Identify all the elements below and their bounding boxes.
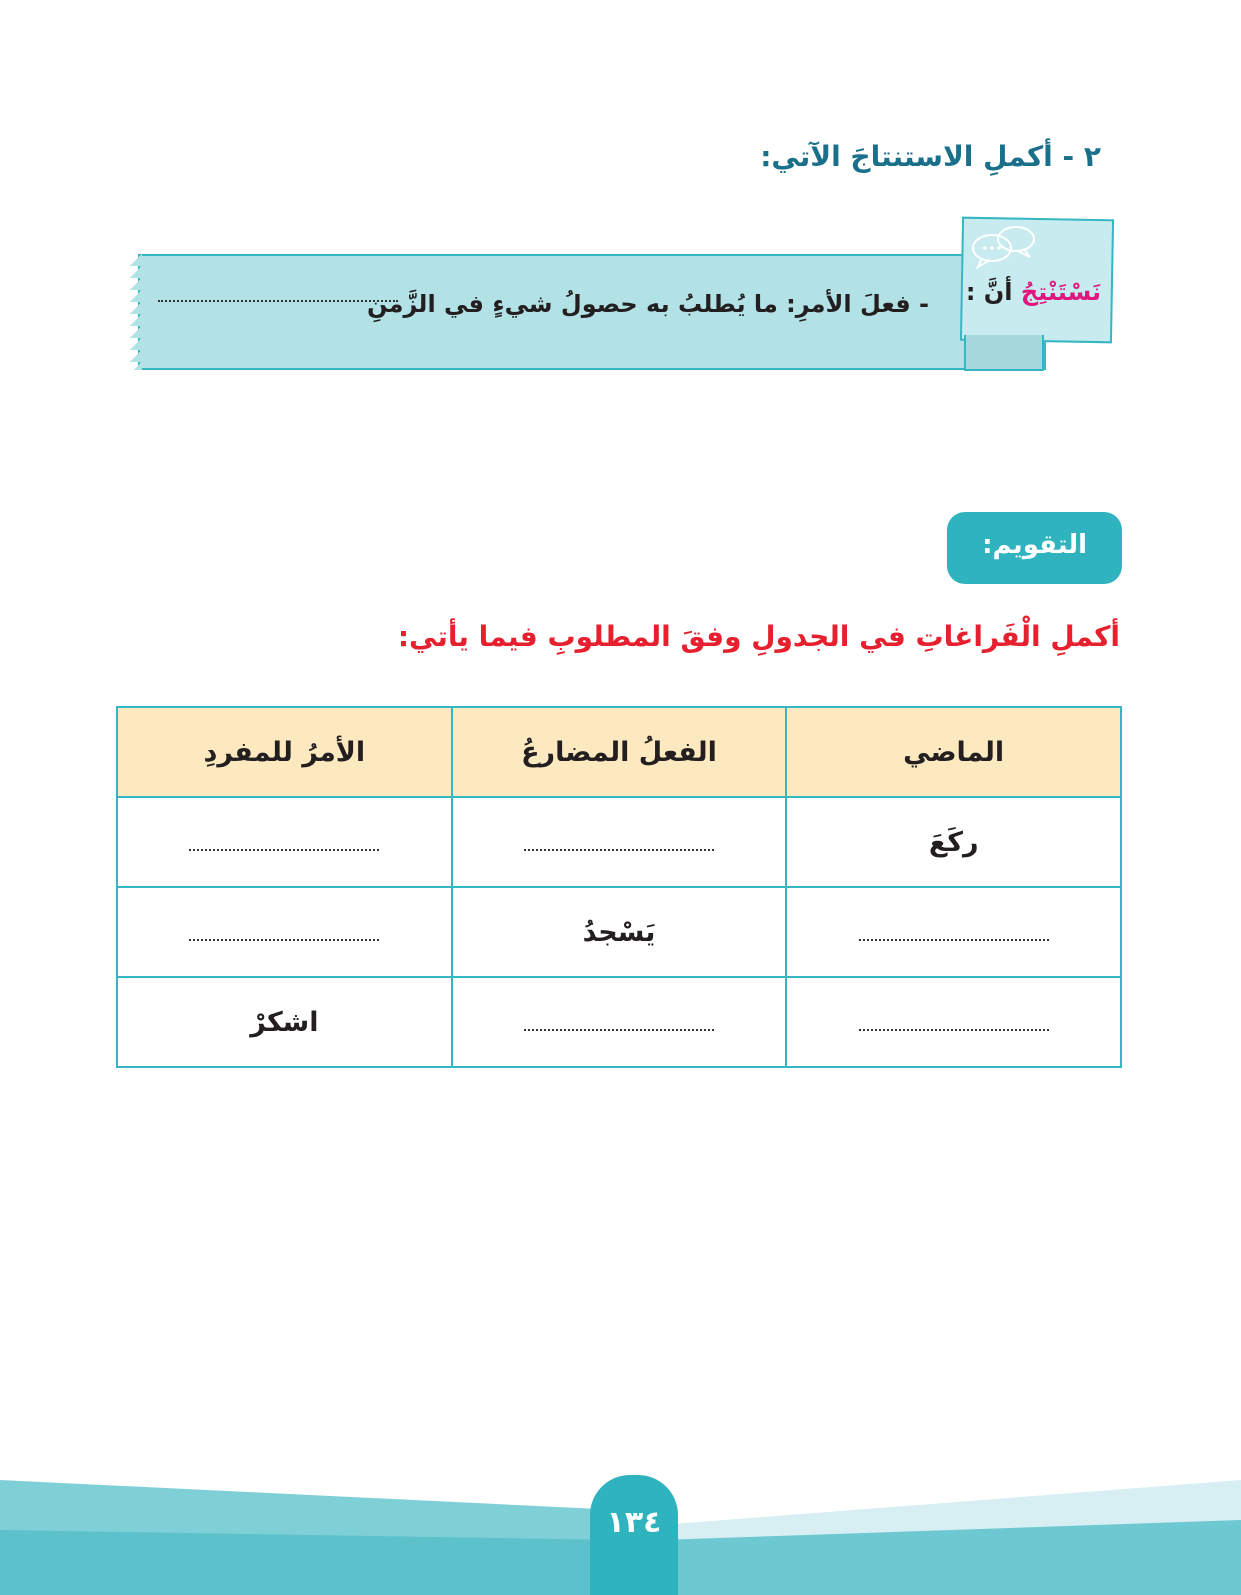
page-number-tab <box>590 1475 678 1595</box>
table-row <box>117 887 1121 977</box>
chat-bubbles-icon <box>970 222 1038 270</box>
table-cell <box>117 977 452 1067</box>
blank-dots[interactable] <box>859 1015 1049 1031</box>
blank-dots[interactable] <box>859 925 1049 941</box>
page-number: ١٣٤ <box>606 1505 662 1540</box>
blank-dots[interactable] <box>524 1015 714 1031</box>
evaluation-pill <box>947 512 1122 584</box>
table-cell-blank[interactable] <box>786 887 1121 977</box>
table-cell <box>786 797 1121 887</box>
verb-table <box>116 706 1122 1068</box>
cell-value: يَسْجدُ <box>582 916 656 948</box>
evaluation-label: التقويم: <box>982 530 1087 560</box>
tag-prefix: نَسْتَنْتِجُ <box>1020 278 1101 306</box>
instruction-text: أكملِ الْفَراغاتِ في الجدولِ وفقَ المطلوبِ فيما يأتي: <box>397 620 1120 653</box>
conclusion-blank[interactable] <box>158 300 398 302</box>
blank-dots[interactable] <box>189 835 379 851</box>
conclusion-tag-label <box>966 278 1101 306</box>
table-cell <box>452 887 787 977</box>
header-past: الماضي <box>786 707 1121 797</box>
tag-suffix: أنَّ : <box>965 278 1013 306</box>
tag-fold <box>964 335 1044 371</box>
cell-value: اشكرْ <box>250 1006 319 1038</box>
table-row <box>117 797 1121 887</box>
cell-value: ركَعَ <box>928 826 979 858</box>
header-imperative: الأمرُ للمفردِ <box>117 707 452 797</box>
table-cell-blank[interactable] <box>117 797 452 887</box>
blank-dots[interactable] <box>524 835 714 851</box>
table-cell-blank[interactable] <box>452 977 787 1067</box>
table-cell-blank[interactable] <box>117 887 452 977</box>
table-cell-blank[interactable] <box>786 977 1121 1067</box>
table-header-row <box>117 707 1121 797</box>
table-row <box>117 977 1121 1067</box>
blank-dots[interactable] <box>189 925 379 941</box>
exercise-heading: ٢ - أكملِ الاستنتاجَ الآتي: <box>760 140 1101 173</box>
header-present: الفعلُ المضارعُ <box>452 707 787 797</box>
table-cell-blank[interactable] <box>452 797 787 887</box>
conclusion-text: - فعلَ الأمرِ: ما يُطلبُ به حصولُ شيءٍ في الزَّمنِ <box>367 290 929 318</box>
